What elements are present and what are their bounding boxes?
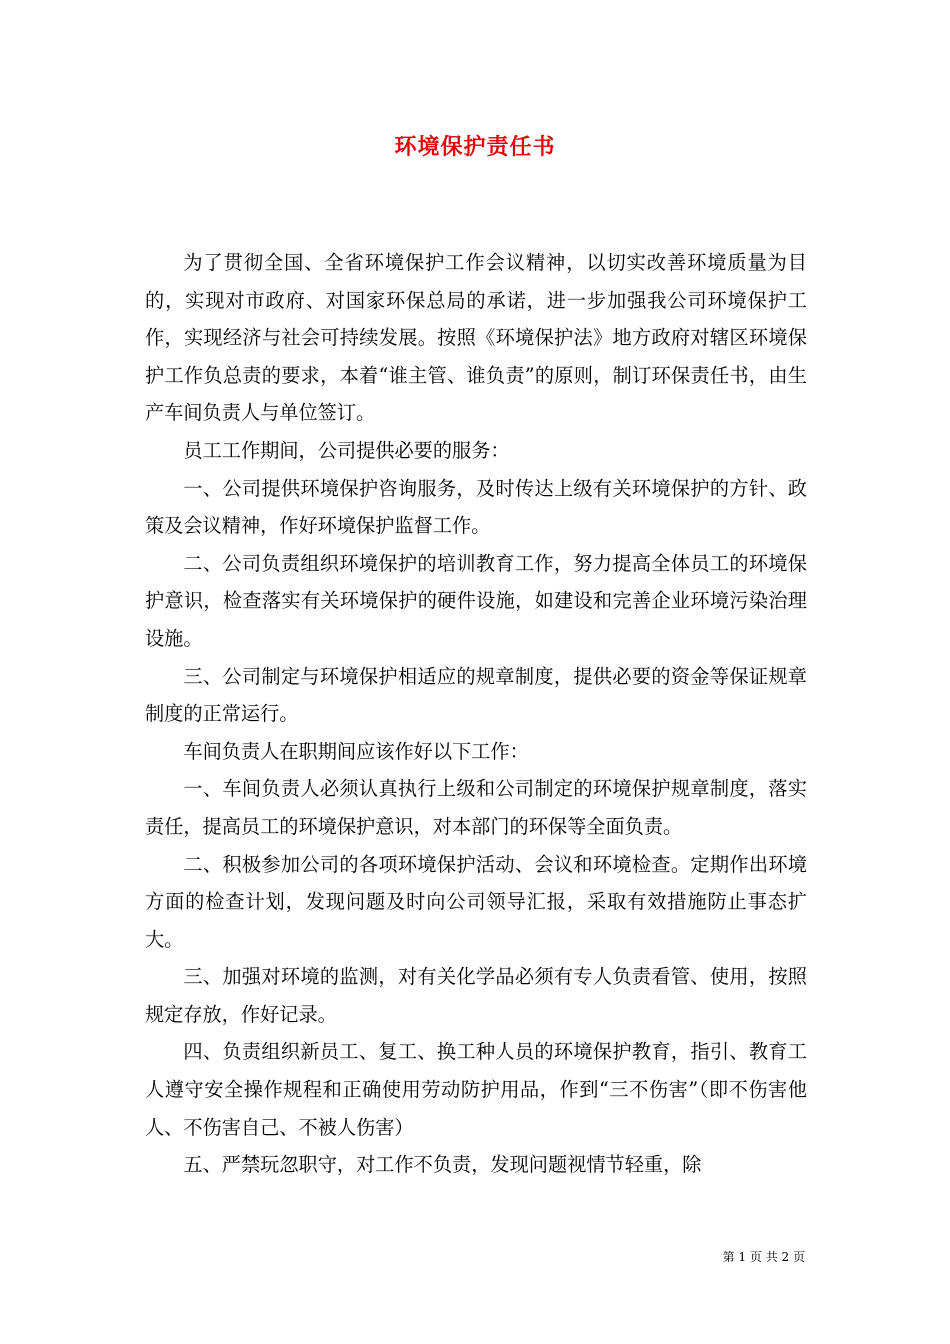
page-number-footer: 第 1 页 共 2 页 xyxy=(722,1250,805,1264)
document-title: 环境保护责任书 xyxy=(394,134,556,160)
paragraph-company-service-2: 二、公司负责组织环境保护的培训教育工作，努力提高全体员工的环境保护意识，检查落实有关环境保护的硬件设施，如建设和完善企业环境污染治理设施。 xyxy=(145,551,807,650)
paragraph-workshop-duty-4: 四、负责组织新员工、复工、换工种人员的环境保护教育，指引、教育工人遵守安全操作规程和正确使用劳动防护用品，作到“三不伤害”（即不伤害他人、不伤害自己、不被人伤害） xyxy=(145,1040,807,1139)
paragraph-workshop-duty-5: 五、严禁玩忽职守，对工作不负责，发现问题视情节轻重，除 xyxy=(183,1153,702,1177)
document-body xyxy=(145,244,807,1184)
paragraph-workshop-duty-2: 二、积极参加公司的各项环境保护活动、会议和环境检查。定期作出环境方面的检查计划，发现问题及时向公司领导汇报，采取有效措施防止事态扩大。 xyxy=(145,852,807,951)
paragraph-company-services-heading: 员工工作期间，公司提供必要的服务： xyxy=(183,438,510,462)
paragraph-intro: 为了贯彻全国、全省环境保护工作会议精神，以切实改善环境质量为目的，实现对市政府、对国家环保总局的承诺，进一步加强我公司环境保护工作，实现经济与社会可持续发展。按照《环境保护法》地方政府对辖区环境保护工作负总责的要求，本着“谁主管、谁负责”的原则，制订环保责任书，由生产车间负责人与单位签订。 xyxy=(145,251,807,425)
paragraph-workshop-duty-1: 一、车间负责人必须认真执行上级和公司制定的环境保护规章制度，落实责任，提高员工的环境保护意识，对本部门的环保等全面负责。 xyxy=(145,777,807,838)
paragraph-company-service-1: 一、公司提供环境保护咨询服务，及时传达上级有关环境保护的方针、政策及会议精神，作好环境保护监督工作。 xyxy=(145,476,807,538)
paragraph-workshop-duty-3: 三、加强对环境的监测，对有关化学品必须有专人负责看管、使用，按照规定存放，作好记录。 xyxy=(145,965,807,1026)
paragraph-company-service-3: 三、公司制定与环境保护相适应的规章制度，提供必要的资金等保证规章制度的正常运行。 xyxy=(145,664,807,726)
paragraph-workshop-duties-heading: 车间负责人在职期间应该作好以下工作： xyxy=(183,739,529,763)
